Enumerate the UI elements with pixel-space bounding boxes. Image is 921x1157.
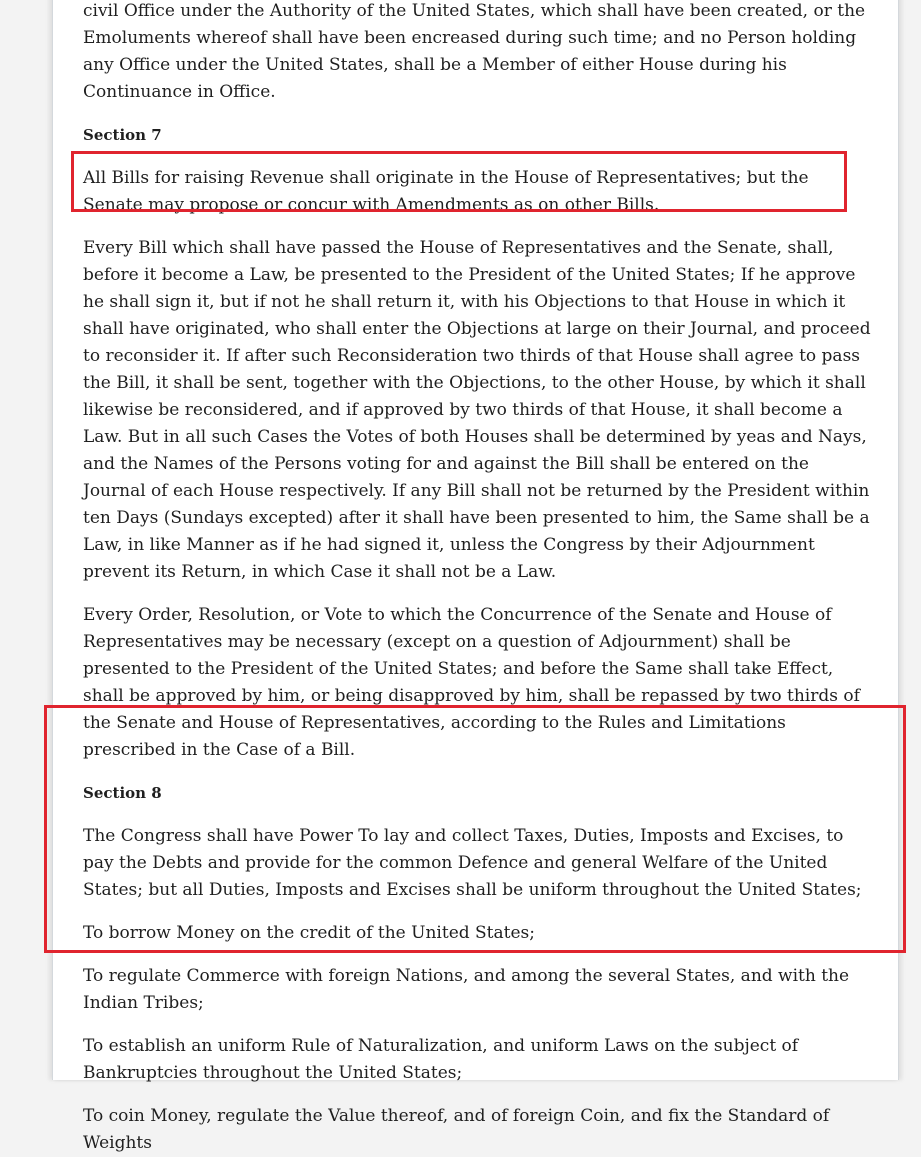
- section-8-paragraph-4: To establish an uniform Rule of Naturalization, and uniform Laws on the subject of Bankruptcies throughout the United States;: [83, 1036, 799, 1083]
- section-8-paragraph-5: To coin Money, regulate the Value thereof, and of foreign Coin, and fix the Standard of Weights: [83, 1106, 830, 1153]
- document-content: [83, 0, 873, 1157]
- section-7-paragraph-2: Every Bill which shall have passed the House of Representatives and the Senate, shall, before it become a Law, be presented to the President of the United States; If he approve he shall sign it, but if not he shall return it, with his Objections to that House in which it shall have originated, who shall enter the Objections at large on their Journal, and proceed to reconsider it. If after such Reconsideration two thirds of that House shall agree to pass the Bill, it shall be sent, together with the Objections, to the other House, by which it shall likewise be reconsidered, and if approved by two thirds of that House, it shall become a Law. But in all such Cases the Votes of both Houses shall be determined by yeas and Nays, and the Names of the Persons voting for and against the Bill shall be entered on the Journal of each House respectively. If any Bill shall not be returned by the President within ten Days (Sundays excepted) after it shall have been presented to him, the Same shall be a Law, in like Manner as if he had signed it, unless the Congress by their Adjournment prevent its Return, in which Case it shall not be a Law.: [83, 238, 871, 582]
- section-8-paragraph-1: The Congress shall have Power To lay and collect Taxes, Duties, Imposts and Excises, to pay the Debts and provide for the common Defence and general Welfare of the United States; but all Duties, Imposts and Excises shall be uniform throughout the United States;: [83, 826, 862, 900]
- section-7-paragraph-1: All Bills for raising Revenue shall originate in the House of Representatives; but the Senate may propose or concur with Amendments as on other Bills.: [83, 168, 809, 215]
- section-7-paragraph-3: Every Order, Resolution, or Vote to which the Concurrence of the Senate and House of Representatives may be necessary (except on a question of Adjournment) shall be presented to the President of the United States; and before the Same shall take Effect, shall be approved by him, or being disapproved by him, shall be repassed by two thirds of the Senate and House of Representatives, according to the Rules and Limitations prescribed in the Case of a Bill.: [83, 605, 860, 760]
- section-7-heading: Section 7: [83, 126, 162, 144]
- section-8-paragraph-2: To borrow Money on the credit of the United States;: [83, 923, 535, 943]
- section-8-heading: Section 8: [83, 784, 162, 802]
- section-8-paragraph-3: To regulate Commerce with foreign Nations, and among the several States, and with the Indian Tribes;: [83, 966, 850, 1013]
- intro-paragraph: civil Office under the Authority of the United States, which shall have been created, or the Emoluments whereof shall have been encreased during such time; and no Person holding any Office under the United States, shall be a Member of either House during his Continuance in Office.: [83, 1, 866, 102]
